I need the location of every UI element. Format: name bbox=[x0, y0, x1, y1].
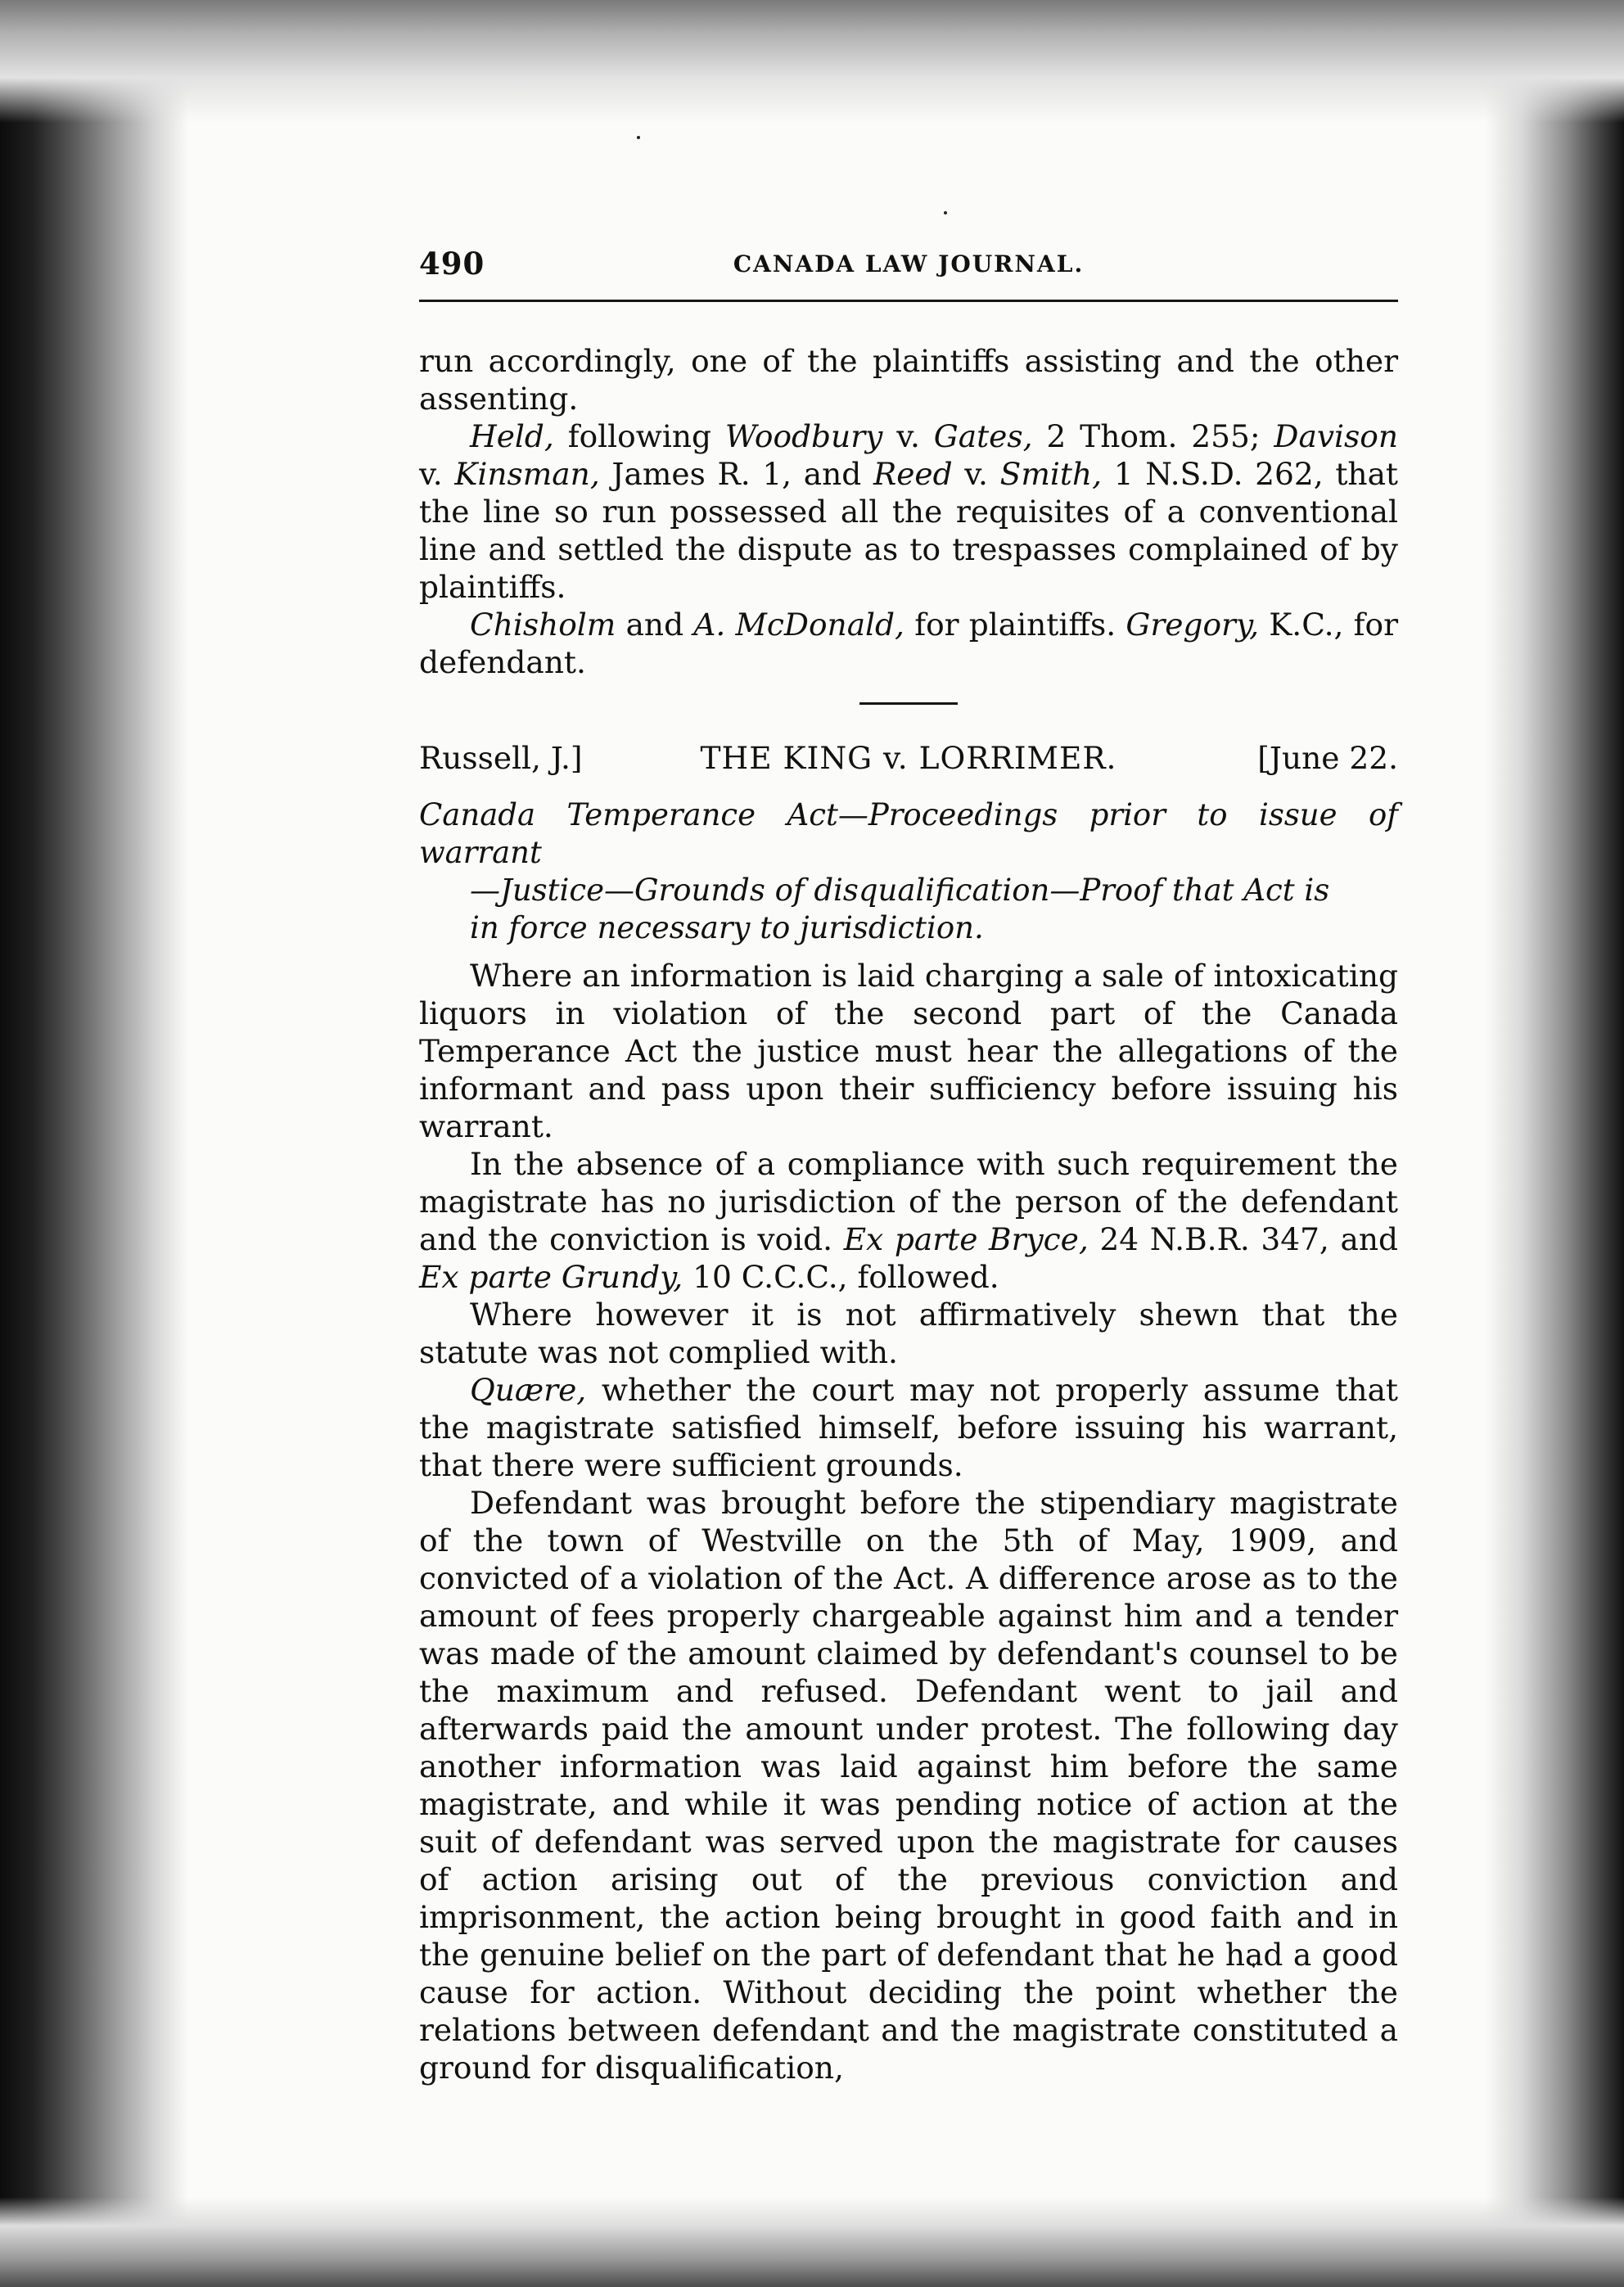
headnote-line: Canada Temperance Act—Proceedings prior to issue of warrant bbox=[419, 797, 1398, 870]
scan-edge-right bbox=[1485, 0, 1624, 2287]
case-judge: Russell, J.] bbox=[419, 740, 583, 776]
header-rule bbox=[419, 300, 1398, 302]
page-header bbox=[419, 246, 1398, 286]
scan-edge-left bbox=[0, 0, 188, 2287]
case-date: [June 22. bbox=[1257, 740, 1398, 776]
paragraph-counsel: Chisholm and A. McDonald, for plaintiffs. Gregory, K.C., for defendant. bbox=[419, 607, 1398, 680]
case-headnote bbox=[419, 796, 1398, 947]
case-title: THE KING v. LORRIMER. bbox=[700, 740, 1117, 776]
paragraph-information: Where an information is laid charging a sale of intoxicating liquors in violation of the second part of the Canada Temperance Act the justice must hear the allegations of the informant and pass upon their sufficiency before issuing his warrant. bbox=[419, 958, 1398, 1144]
paragraph-facts: Defendant was brought before the stipendiary magistrate of the town of Westville on the 5th of May, 1909, and convicted of a violation of the Act. A difference arose as to the amount of fees properly chargeable against him and a tender was made of the amount claimed by defendant's counsel to be the maximum and refused. Defendant went to jail and afterwards paid the amount under protest. The following day another information was laid against him before the same magistrate, and while it was pending notice of action at the suit of defendant was served upon the magistrate for causes of action arising out of the previous conviction and imprisonment, the action being brought in good faith and in the genuine belief on the part of defendant that he had a good cause for action. Without deciding the point whether the relations between defendant and the magistrate constituted a ground for disqualification, bbox=[419, 1485, 1398, 2086]
page-body bbox=[419, 342, 1398, 2086]
paragraph-continuation: run accordingly, one of the plaintiffs assisting and the other assenting. bbox=[419, 343, 1398, 417]
case-heading bbox=[419, 739, 1398, 788]
running-head: CANADA LAW JOURNAL. bbox=[733, 250, 1085, 277]
headnote-line: —Justice—Grounds of disqualification—Proof that Act is bbox=[470, 873, 1330, 908]
paragraph-held: Held, following Woodbury v. Gates, 2 Thom. 255; Davison v. Kinsman, James R. 1, and Reed v. Smith, 1 N.S.D. 262, that the line so run possessed all the requisites of a conventional line and settled the dispute as to trespasses complained of by plaintiffs. bbox=[419, 418, 1398, 605]
page-number: 490 bbox=[419, 246, 485, 282]
scan-speck bbox=[637, 136, 640, 139]
paragraph-absence: In the absence of a compliance with such requirement the magistrate has no jurisdiction of the person of the defendant and the conviction is void. Ex parte Bryce, 24 N.B.R. 347, and Ex parte Grundy, 10 C.C.C., followed. bbox=[419, 1146, 1398, 1295]
scan-edge-bottom bbox=[0, 2197, 1624, 2287]
paragraph-quaere: Quære, whether the court may not properly assume that the magistrate satisfied himself, before issuing his warrant, that there were sufficient grounds. bbox=[419, 1372, 1398, 1483]
paragraph-however: Where however it is not affirmatively shewn that the statute was not complied with. bbox=[419, 1297, 1398, 1370]
section-divider bbox=[859, 702, 958, 705]
scan-speck bbox=[944, 211, 947, 214]
text-column bbox=[419, 246, 1398, 2086]
scan-edge-top bbox=[0, 0, 1624, 123]
headnote-line: in force necessary to jurisdiction. bbox=[470, 910, 984, 945]
